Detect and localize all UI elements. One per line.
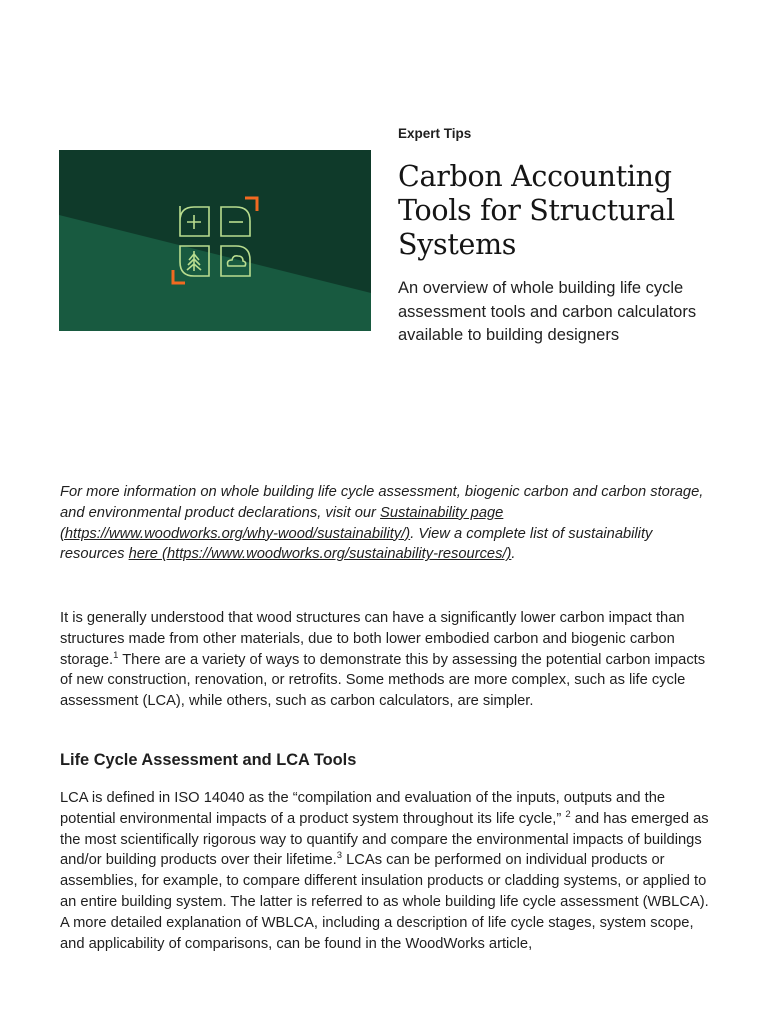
section-heading: Life Cycle Assessment and LCA Tools	[60, 751, 357, 769]
paragraph-text: and has emerged as the most scientifically rigorous way to quantify and compare the environmental impacts of buildings and/or building products over their lifetime.	[60, 810, 709, 869]
intro-paragraph	[60, 608, 720, 712]
footnote-ref-1[interactable]: 1	[113, 649, 119, 661]
note-text: .	[511, 546, 516, 563]
paragraph-text: LCAs can be performed on individual products or assemblies, for example, to compare different insulation products or cladding systems, or applied to an entire building system. The latter is referred to as whole building life cycle assessment (WBLCA). A more detailed explanation of WBLCA, including a description of life cycle stages, system scope, and applicability of comparisons, can be found in the WoodWorks article,	[60, 852, 709, 952]
hero-illustration	[59, 150, 371, 331]
sustainability-page-link[interactable]: Sustainability page (https://www.woodworks.org/why-wood/sustainability/)	[60, 504, 504, 542]
paragraph-text: LCA is defined in ISO 14040 as the “compilation and evaluation of the inputs, outputs and the potential environmental impacts of a product system throughout its life cycle,”	[60, 790, 666, 827]
paragraph-text: It is generally understood that wood structures can have a significantly lower carbon impact than structures made from other materials, due to both lower embodied carbon and biogenic carbon storage.	[60, 610, 685, 668]
note-text: For more information on whole building life cycle assessment, biogenic carbon and carbon storage, and environmental product declarations, visit our	[60, 484, 704, 521]
category-label: Expert Tips	[398, 126, 472, 141]
note-text: . View a complete list of sustainability resources	[60, 525, 653, 563]
sustainability-note	[60, 482, 710, 565]
paragraph-text: There are a variety of ways to demonstrate this by assessing the potential carbon impacts of new construction, renovation, or retrofits. Some methods are more complex, such as life cycle assessment (LCA), while others, such as carbon calculators, are simpler.	[60, 651, 706, 710]
page-title: Carbon Accounting Tools for Structural Systems	[398, 160, 675, 261]
lca-paragraph	[60, 788, 720, 954]
sustainability-resources-link[interactable]: here (https://www.woodworks.org/sustainability-resources/)	[128, 546, 512, 563]
footnote-ref-2[interactable]: 2	[565, 808, 571, 820]
hero-image	[59, 150, 371, 331]
footnote-ref-3[interactable]: 3	[336, 850, 343, 862]
page-subtitle: An overview of whole building life cycle assessment tools and carbon calculators available to building designers	[398, 279, 697, 344]
